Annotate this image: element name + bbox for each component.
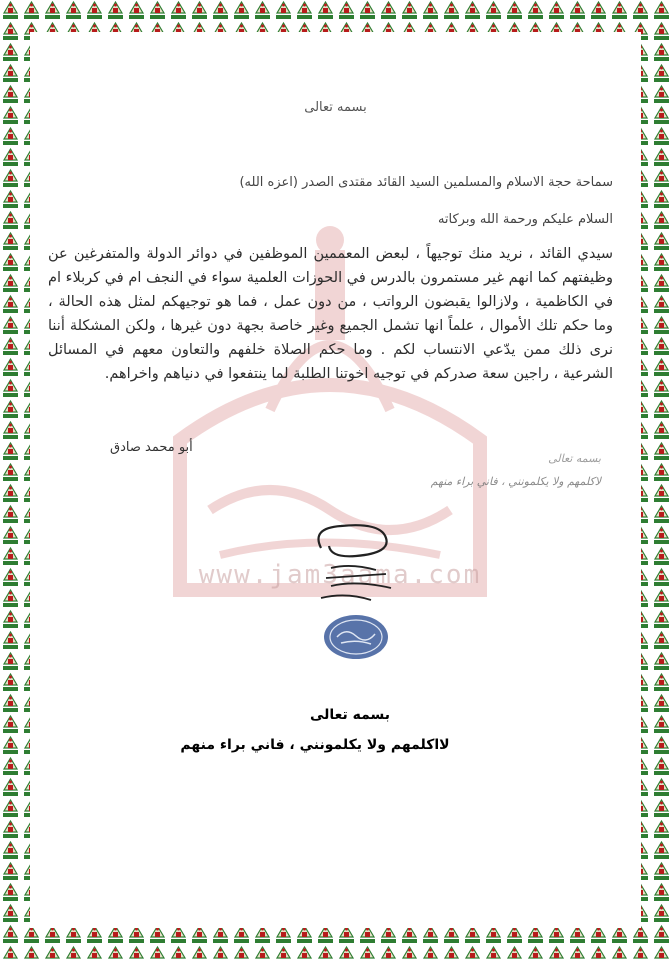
answer-text: لااكلمهم ولا يكلمونني ، فاني براء منهم: [180, 737, 450, 753]
official-seal: [321, 612, 391, 662]
answer-header: بسمه تعالى: [309, 707, 391, 723]
letter-header: بسمه تعالى: [304, 100, 367, 115]
letter-page: [40, 40, 631, 920]
letter-body: سيدي القائد ، نريد منك توجيهاً ، لبعض المعممين الموظفين في دوائر الدولة والمتفرغين عن وظيفتهم كما انهم غير مستمرون بالدرس في الحوزات العلمية سواء في النجف ام في كربلاء ام في الكاظمية ، ولازالوا يقبضون الرواتب ، من دون عمل ، فما هو توجيهكم لمثل هذه الحالة ، وما حكم تلك الأموال ، علماً انها تشمل الجميع وغير خاصة بجهة دون غيرها ، ولكن المشكلة أننا نرى ذلك ممن يدّعي الانتساب لكم . وما حكم الصلاة خلفهم والتعاون معهم في المسائل الشرعية ، راجين سعة صدركم في توجيه اخوتنا الطلبة لما ينتفعوا في دنياهم واخراهم.: [48, 246, 613, 382]
letter-greeting: السلام عليكم ورحمة الله وبركاته: [437, 212, 613, 227]
handwritten-signature: [301, 508, 411, 608]
letter-addressee: سماحة حجة الاسلام والمسلمين السيد القائد مقتدى الصدر (اعزه الله): [239, 175, 613, 190]
handwritten-header: بسمه تعالى: [548, 452, 601, 465]
letter-signer: أبو محمد صادق: [110, 440, 193, 455]
watermark-url: www.jam3aama.com: [198, 560, 482, 590]
handwritten-reply: لاكلمهم ولا يكلمونني ، فاني براء منهم: [430, 475, 601, 488]
